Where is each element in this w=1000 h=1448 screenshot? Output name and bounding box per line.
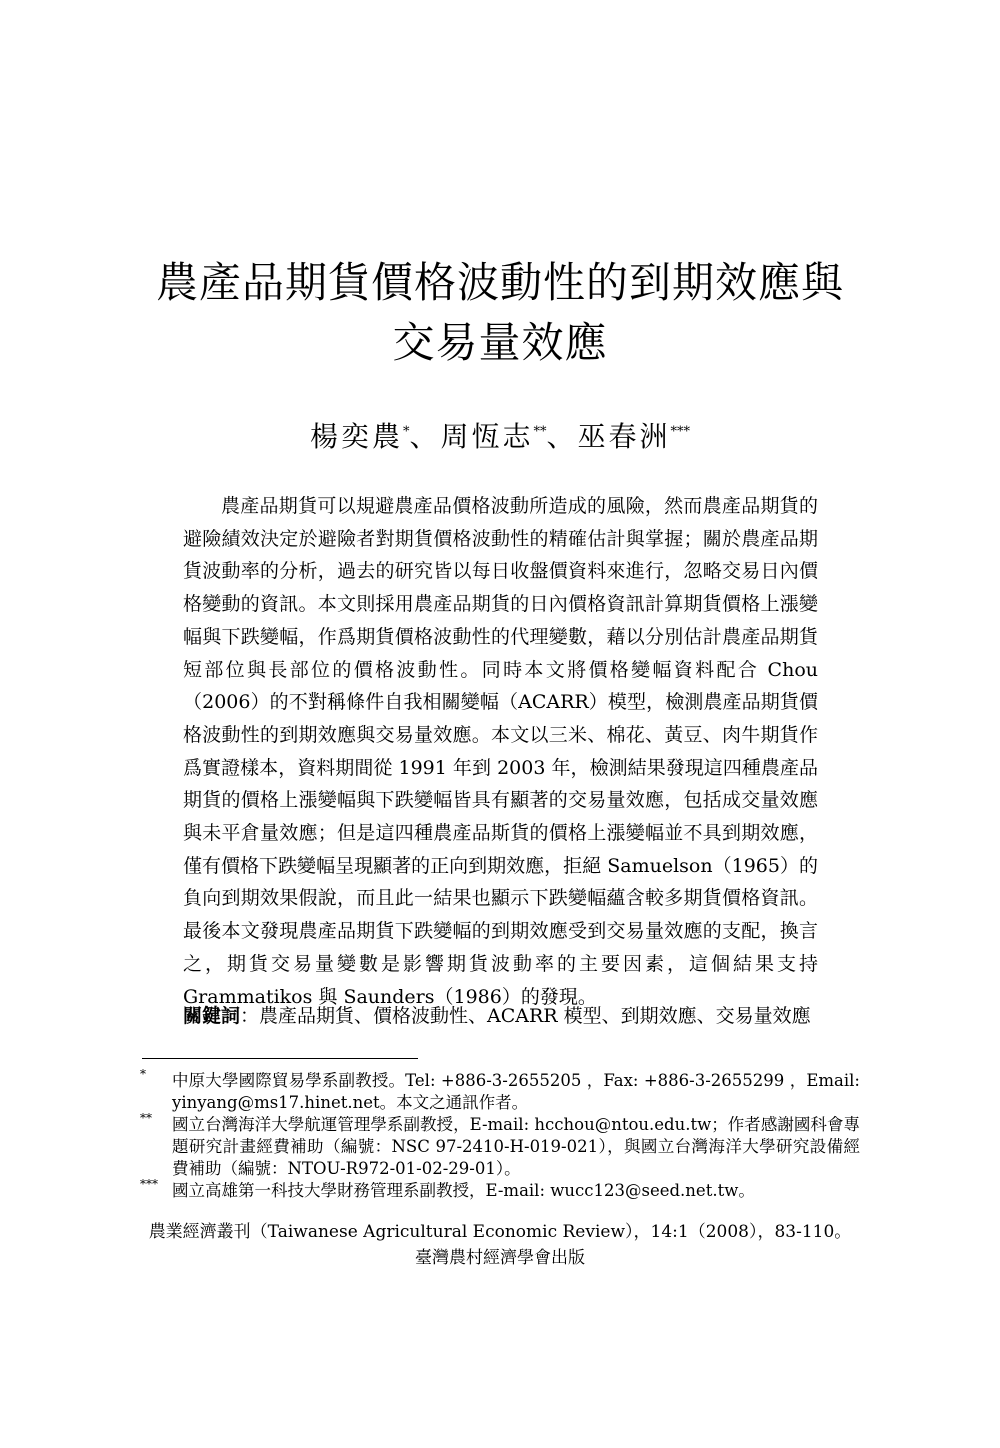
author-list xyxy=(100,415,900,455)
footnote-text: 國立台灣海洋大學航運管理學系副教授，E-mail: hcchou@ntou.edu.tw；作者感謝國科會專題研究計畫經費補助（編號：NSC 97-2410-H-019-021），與國立台灣海洋大學研究設備經費補助（編號：NTOU-R972-01-02-29-01）。 xyxy=(172,1115,860,1178)
footnotes xyxy=(140,1067,860,1202)
author-3-footnote-mark[interactable]: *** xyxy=(670,424,691,440)
author-2-footnote-mark[interactable]: ** xyxy=(533,424,547,440)
footnote-item xyxy=(140,1067,860,1114)
footnote-mark: *** xyxy=(140,1177,158,1191)
footnote-item xyxy=(140,1177,860,1202)
journal-info xyxy=(100,1219,900,1271)
footnote-item xyxy=(140,1111,860,1180)
keywords-line xyxy=(183,1000,818,1032)
abstract-paragraph: 農產品期貨可以規避農產品價格波動所造成的風險，然而農產品期貨的避險績效決定於避險者對期貨價格波動性的精確估計與掌握；關於農產品期貨波動率的分析，過去的研究皆以每日收盤價資料來進行，忽略交易日內價格變動的資訊。本文則採用農產品期貨的日內價格資訊計算期貨價格上漲變幅與下跌變幅，作爲期貨價格波動性的代理變數，藉以分別估計農產品期貨短部位與長部位的價格波動性。同時本文將價格變幅資料配合 Chou（2006）的不對稱條件自我相關變幅（ACARR）模型，檢測農產品期貨價格波動性的到期效應與交易量效應。本文以三米、棉花、黃豆、肉牛期貨作爲實證樣本，資料期間從 1991 年到 2003 年，檢測結果發現這四種農產品期貨的價格上漲變幅與下跌變幅皆具有顯著的交易量效應，包括成交量效應與未平倉量效應；但是這四種農產品斯貨的價格上漲變幅並不具到期效應，僅有價格下跌變幅呈現顯著的正向到期效應，拒絕 Samuelson（1965）的負向到期效果假說，而且此一結果也顯示下跌變幅蘊含較多期貨價格資訊。最後本文發現農產品期貨下跌變幅的到期效應受到交易量效應的支配，換言之，期貨交易量變數是影響期貨波動率的主要因素，這個結果支持 Grammatikos 與 Saunders（1986）的發現。 xyxy=(183,495,818,1008)
footnote-text: 國立高雄第一科技大學財務管理系副教授，E-mail: wucc123@seed.net.tw。 xyxy=(172,1181,755,1200)
footnote-text: 中原大學國際貿易學系副教授。Tel: +886-3-2655205 ，Fax: +886-3-2655299 ，Email: yinyang@ms17.hinet.net。本文之通訊作者。 xyxy=(172,1071,860,1112)
author-separator: 、 xyxy=(546,420,578,453)
author-3-name: 巫春洲 xyxy=(577,420,671,453)
footnote-divider xyxy=(142,1058,418,1059)
author-2-name: 周恆志 xyxy=(440,420,534,453)
author-1-name: 楊奕農 xyxy=(309,420,403,453)
author-separator: 、 xyxy=(409,420,441,453)
keywords-label: 關鍵詞 xyxy=(183,1005,241,1027)
title-line-2: 交易量效應 xyxy=(392,318,608,367)
footnote-mark: ** xyxy=(140,1111,152,1125)
author-1-footnote-mark[interactable]: * xyxy=(402,424,410,440)
journal-publisher: 臺灣農村經濟學會出版 xyxy=(415,1248,585,1268)
keywords-text: ：農產品期貨、價格波動性、ACARR 模型、到期效應、交易量效應 xyxy=(240,1005,811,1027)
journal-citation: 農業經濟叢刊（Taiwanese Agricultural Economic Review），14:1（2008），83-110。 xyxy=(148,1222,852,1242)
title-line-1: 農產品期貨價格波動性的到期效應與 xyxy=(155,258,844,307)
footnote-mark: * xyxy=(140,1067,146,1081)
